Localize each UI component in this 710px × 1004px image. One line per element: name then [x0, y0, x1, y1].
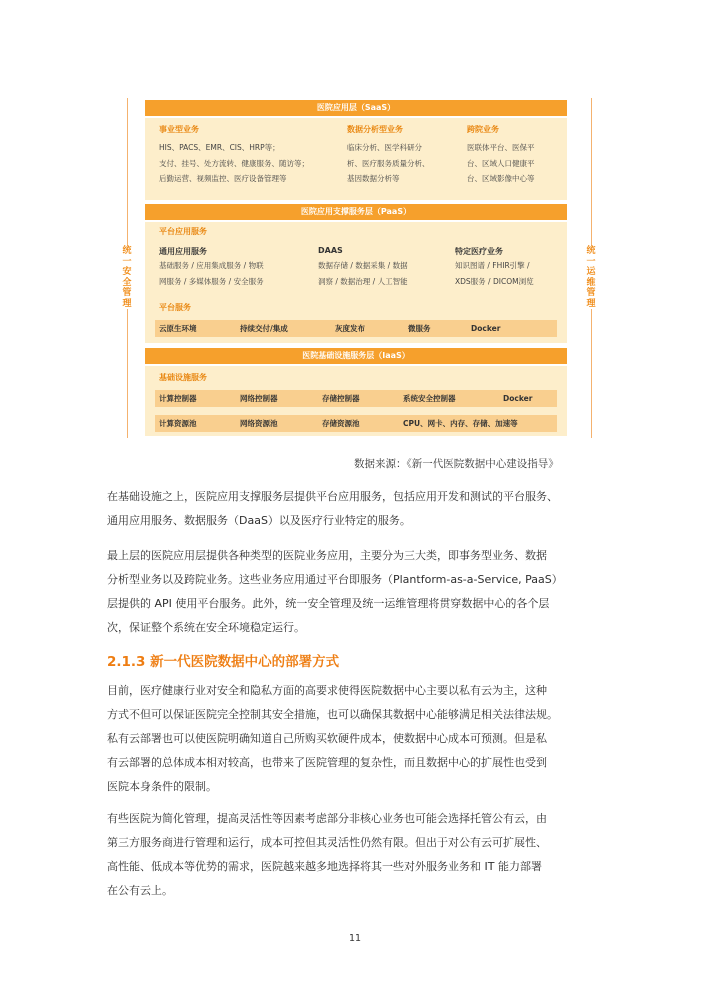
unified-security-label: 统 一 安 全 管 理	[119, 246, 135, 309]
paas-col2-title: DAAS	[318, 246, 343, 255]
infra-cell: 计算控制器	[159, 394, 197, 403]
paas-col2-text: 数据存储 / 数据采集 / 数据 洞察 / 数据治理 / 人工智能	[318, 261, 408, 286]
infra-cell: Docker	[503, 394, 533, 403]
iaas-panel	[145, 366, 567, 436]
saas-col3-title: 跨院业务	[467, 125, 499, 134]
saas-col1-title: 事业型业务	[159, 125, 199, 134]
paragraph-paas: 在基础设施之上，医院应用支撑服务层提供平台应用服务，包括应用开发和测试的平台服务、 通用应用服务、数据服务（DaaS）以及医疗行业特定的服务。	[107, 490, 558, 527]
saas-col3-text: 医联体平台、医保平 台、区域人口健康平 台、区域影像中心等	[467, 143, 535, 183]
infra-cell: 存储控制器	[322, 394, 360, 403]
unified-ops-label: 统 一 运 维 管 理	[583, 246, 599, 309]
iaas-row1-strip	[155, 390, 557, 407]
paragraph-public-cloud: 有些医院为简化管理，提高灵活性等因素考虑部分非核心业务也可能会选择托管公有云，由 第三方服务商进行管理和运行，成本可控但其灵活性仍然有限。但出于对公有云可扩展性、 高性能、低成本等优势的需求，医院越来越多地选择将其一些对外服务业务和 IT 能力部署 在公有云上。	[107, 812, 547, 897]
platform-service-cell: 微服务	[408, 324, 431, 333]
saas-layer-title: 医院应用层（SaaS）	[145, 100, 567, 116]
iaas-layer-title: 医院基础设施服务层（IaaS）	[145, 348, 567, 364]
saas-col1-text: HIS、PACS、EMR、CIS、HRP等； 支付、挂号、处方流转、健康服务、随访等； 后勤运营、视频监控、医疗设备管理等	[159, 143, 309, 183]
platform-services-title: 平台服务	[159, 303, 191, 312]
saas-panel	[145, 118, 567, 200]
infra-cell: 系统安全控制器	[403, 394, 456, 403]
platform-app-services-title: 平台应用服务	[159, 227, 207, 236]
infra-cell: CPU、网卡、内存、存储、加速等	[403, 419, 518, 428]
paas-layer-title: 医院应用支撑服务层（PaaS）	[145, 204, 567, 220]
paragraph-private-cloud: 目前，医疗健康行业对安全和隐私方面的高要求使得医院数据中心主要以私有云为主，这种 方式不但可以保证医院完全控制其安全措施，也可以确保其数据中心能够满足相关法律法规。 私有云部署也可以使医院明确知道自己所购买软硬件成本，使数据中心成本可预测。但是私 有云部署的总体成本相对较高，也带来了医院管理的复杂性，而且数据中心的扩展性也受到 医院本身条件的限制。	[107, 684, 558, 793]
platform-service-cell: 灰度发布	[335, 324, 365, 333]
platform-service-cell: 云原生环境	[159, 324, 197, 333]
paas-col3-text: 知识图谱 / FHIR引擎 / XDS服务 / DICOM浏览	[455, 261, 534, 286]
architecture-diagram	[122, 98, 596, 438]
platform-services-strip	[155, 320, 557, 337]
page-number: 11	[348, 933, 362, 944]
platform-service-cell: Docker	[471, 324, 501, 333]
platform-service-cell: 持续交付/集成	[240, 324, 288, 333]
infra-cell: 网络资源池	[240, 419, 278, 428]
paas-panel	[145, 222, 567, 343]
paragraph-saas: 最上层的医院应用层提供各种类型的医院业务应用，主要分为三大类，即事务型业务、数据 分析型业务以及跨院业务。这些业务应用通过平台即服务（Plantform-as-a-Service, PaaS） 层提供的 API 使用平台服务。此外，统一安全管理及统一运维管理将贯穿数据中心的各个层 次，保证整个系统在安全环境稳定运行。	[107, 549, 563, 634]
iaas-row2-strip	[155, 415, 557, 432]
paas-col1-text: 基础服务 / 应用集成服务 / 物联 网服务 / 多媒体服务 / 安全服务	[159, 261, 264, 286]
paas-col1-title: 通用应用服务	[159, 247, 207, 256]
infra-cell: 网络控制器	[240, 394, 278, 403]
saas-col2-title: 数据分析型业务	[347, 125, 403, 134]
infra-services-title: 基础设施服务	[159, 373, 207, 382]
saas-col2-text: 临床分析、医学科研分 析、医疗服务质量分析、 基因数据分析等	[347, 143, 430, 183]
infra-cell: 存储资源池	[322, 419, 360, 428]
paas-col3-title: 特定医疗业务	[455, 247, 503, 256]
figure-caption: 数据来源：《新一代医院数据中心建设指导》	[354, 458, 559, 470]
section-heading: 2.1.3 新一代医院数据中心的部署方式	[107, 654, 340, 670]
infra-cell: 计算资源池	[159, 419, 197, 428]
